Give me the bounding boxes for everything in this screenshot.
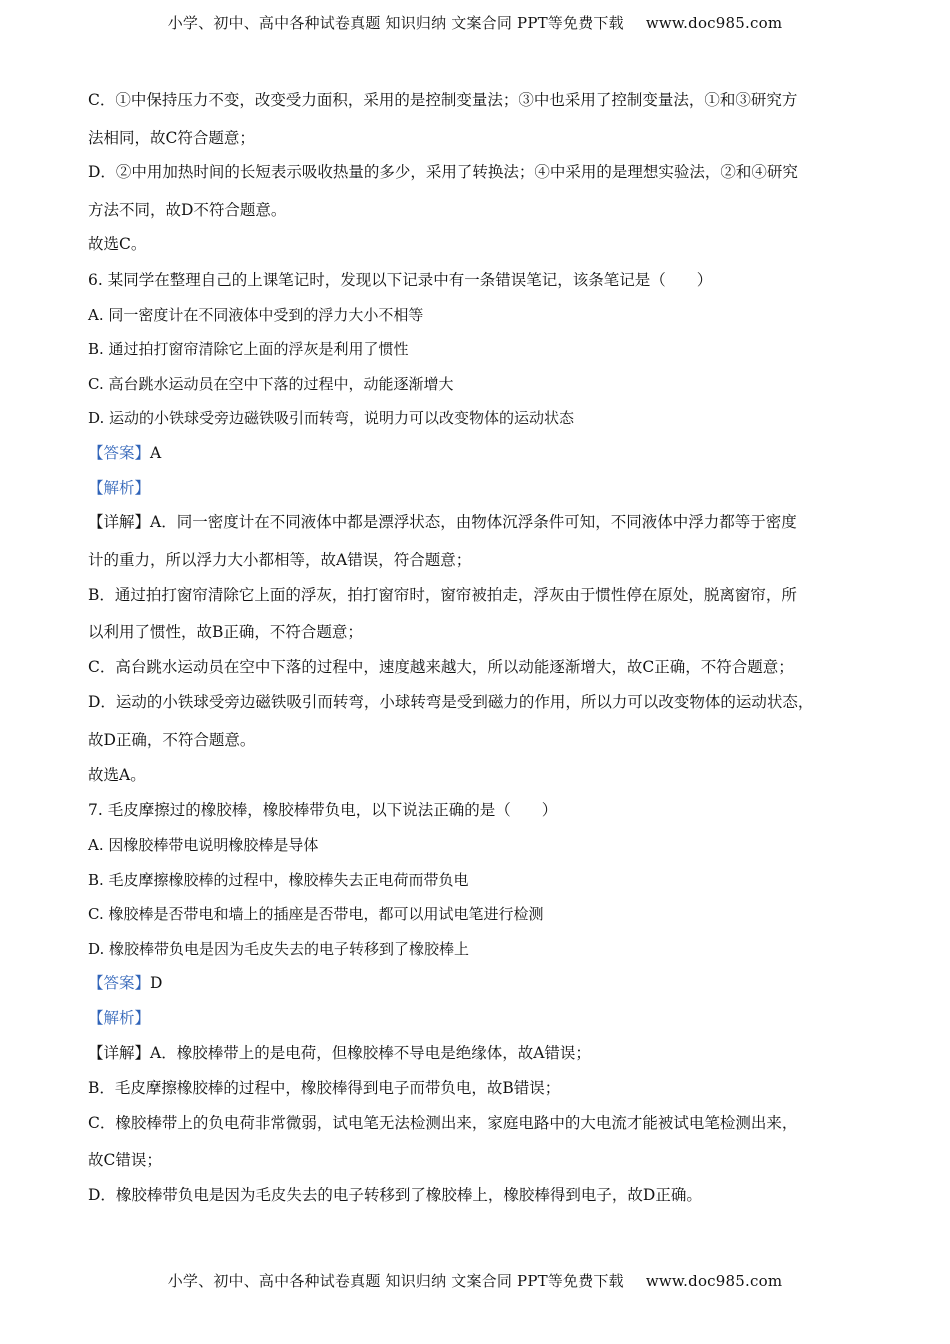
text-line: C．①中保持压力不变，改变受力面积，采用的是控制变量法；③中也采用了控制变量法，①和③研究方	[88, 91, 798, 109]
question-6-detail-line: 以利用了惯性，故B正确，不符合题意；	[88, 623, 363, 641]
detail-text: A．同一密度计在不同液体中都是漂浮状态，由物体沉浮条件可知，不同液体中浮力都等于密度	[150, 513, 797, 531]
text-line: 法相同，故C符合题意；	[88, 129, 255, 147]
question-6-option-a: A. 同一密度计在不同液体中受到的浮力大小不相等	[88, 306, 424, 324]
answer-value: D	[150, 974, 163, 992]
question-7-detail-line	[88, 1043, 870, 1063]
question-6-stem: 6. 某同学在整理自己的上课笔记时，发现以下记录中有一条错误笔记，该条笔记是（ ）	[88, 271, 713, 289]
text-line: 故选C。	[88, 235, 147, 253]
question-6-detail-line: B．通过拍打窗帘清除它上面的浮灰，拍打窗帘时，窗帘被拍走，浮灰由于惯性停在原处，脱离窗帘，所	[88, 586, 797, 604]
answer-tag: 【答案】	[88, 444, 151, 462]
question-7-detail-line: D．橡胶棒带负电是因为毛皮失去的电子转移到了橡胶棒上，橡胶棒得到电子，故D正确。	[88, 1186, 702, 1204]
detail-tag: 【详解】	[88, 1044, 151, 1062]
question-7-detail-line: 故C错误；	[88, 1151, 162, 1169]
question-6-detail-line: C．高台跳水运动员在空中下落的过程中，速度越来越大，所以动能逐渐增大，故C正确，不符合题意；	[88, 658, 794, 676]
analysis-tag: 【解析】	[88, 479, 151, 497]
page-header	[0, 12, 950, 33]
question-6-detail-line	[88, 512, 870, 532]
question-6-option-b: B. 通过拍打窗帘清除它上面的浮灰是利用了惯性	[88, 340, 409, 358]
question-7-option-d: D. 橡胶棒带负电是因为毛皮失去的电子转移到了橡胶棒上	[88, 940, 470, 958]
question-7-answer	[88, 973, 870, 993]
footer-slogan: 小学、初中、高中各种试卷真题 知识归纳 文案合同 PPT等免费下载	[167, 1272, 624, 1290]
question-7-option-a: A. 因橡胶棒带电说明橡胶棒是导体	[88, 836, 319, 854]
question-6-option-d: D. 运动的小铁球受旁边磁铁吸引而转弯，说明力可以改变物体的运动状态	[88, 409, 575, 427]
header-slogan: 小学、初中、高中各种试卷真题 知识归纳 文案合同 PPT等免费下载	[167, 14, 624, 32]
question-6-detail-line: 故D正确，不符合题意。	[88, 731, 256, 749]
detail-text: A．橡胶棒带上的是电荷，但橡胶棒不导电是绝缘体，故A错误；	[150, 1044, 591, 1062]
text-line: 方法不同，故D不符合题意。	[88, 201, 287, 219]
footer-url[interactable]: www.doc985.com	[645, 1272, 783, 1290]
question-6-answer	[88, 443, 870, 463]
text-line: D．②中用加热时间的长短表示吸收热量的多少，采用了转换法；④中采用的是理想实验法，②和④研究	[88, 163, 798, 181]
question-7-detail-line: B．毛皮摩擦橡胶棒的过程中，橡胶棒得到电子而带负电，故B错误；	[88, 1079, 561, 1097]
question-6-conclusion: 故选A。	[88, 766, 146, 784]
detail-tag: 【详解】	[88, 513, 151, 531]
analysis-tag: 【解析】	[88, 1009, 151, 1027]
header-url[interactable]: www.doc985.com	[645, 14, 783, 32]
answer-tag: 【答案】	[88, 974, 151, 992]
question-6-option-c: C. 高台跳水运动员在空中下落的过程中，动能逐渐增大	[88, 375, 454, 393]
question-7-option-b: B. 毛皮摩擦橡胶棒的过程中，橡胶棒失去正电荷而带负电	[88, 871, 469, 889]
question-6-detail-line: 计的重力，所以浮力大小都相等，故A错误，符合题意；	[88, 551, 472, 569]
answer-value: A	[150, 444, 162, 462]
question-6-analysis-tag	[88, 478, 870, 498]
question-7-analysis-tag	[88, 1008, 870, 1028]
question-7-option-c: C. 橡胶棒是否带电和墙上的插座是否带电，都可以用试电笔进行检测	[88, 905, 544, 923]
question-6-detail-line: D．运动的小铁球受旁边磁铁吸引而转弯，小球转弯是受到磁力的作用，所以力可以改变物体的运动状态，	[88, 693, 814, 711]
page-footer	[0, 1270, 950, 1291]
question-7-detail-line: C．橡胶棒带上的负电荷非常微弱，试电笔无法检测出来，家庭电路中的大电流才能被试电笔检测出来，	[88, 1114, 798, 1132]
question-7-stem: 7. 毛皮摩擦过的橡胶棒，橡胶棒带负电，以下说法正确的是（ ）	[88, 801, 558, 819]
